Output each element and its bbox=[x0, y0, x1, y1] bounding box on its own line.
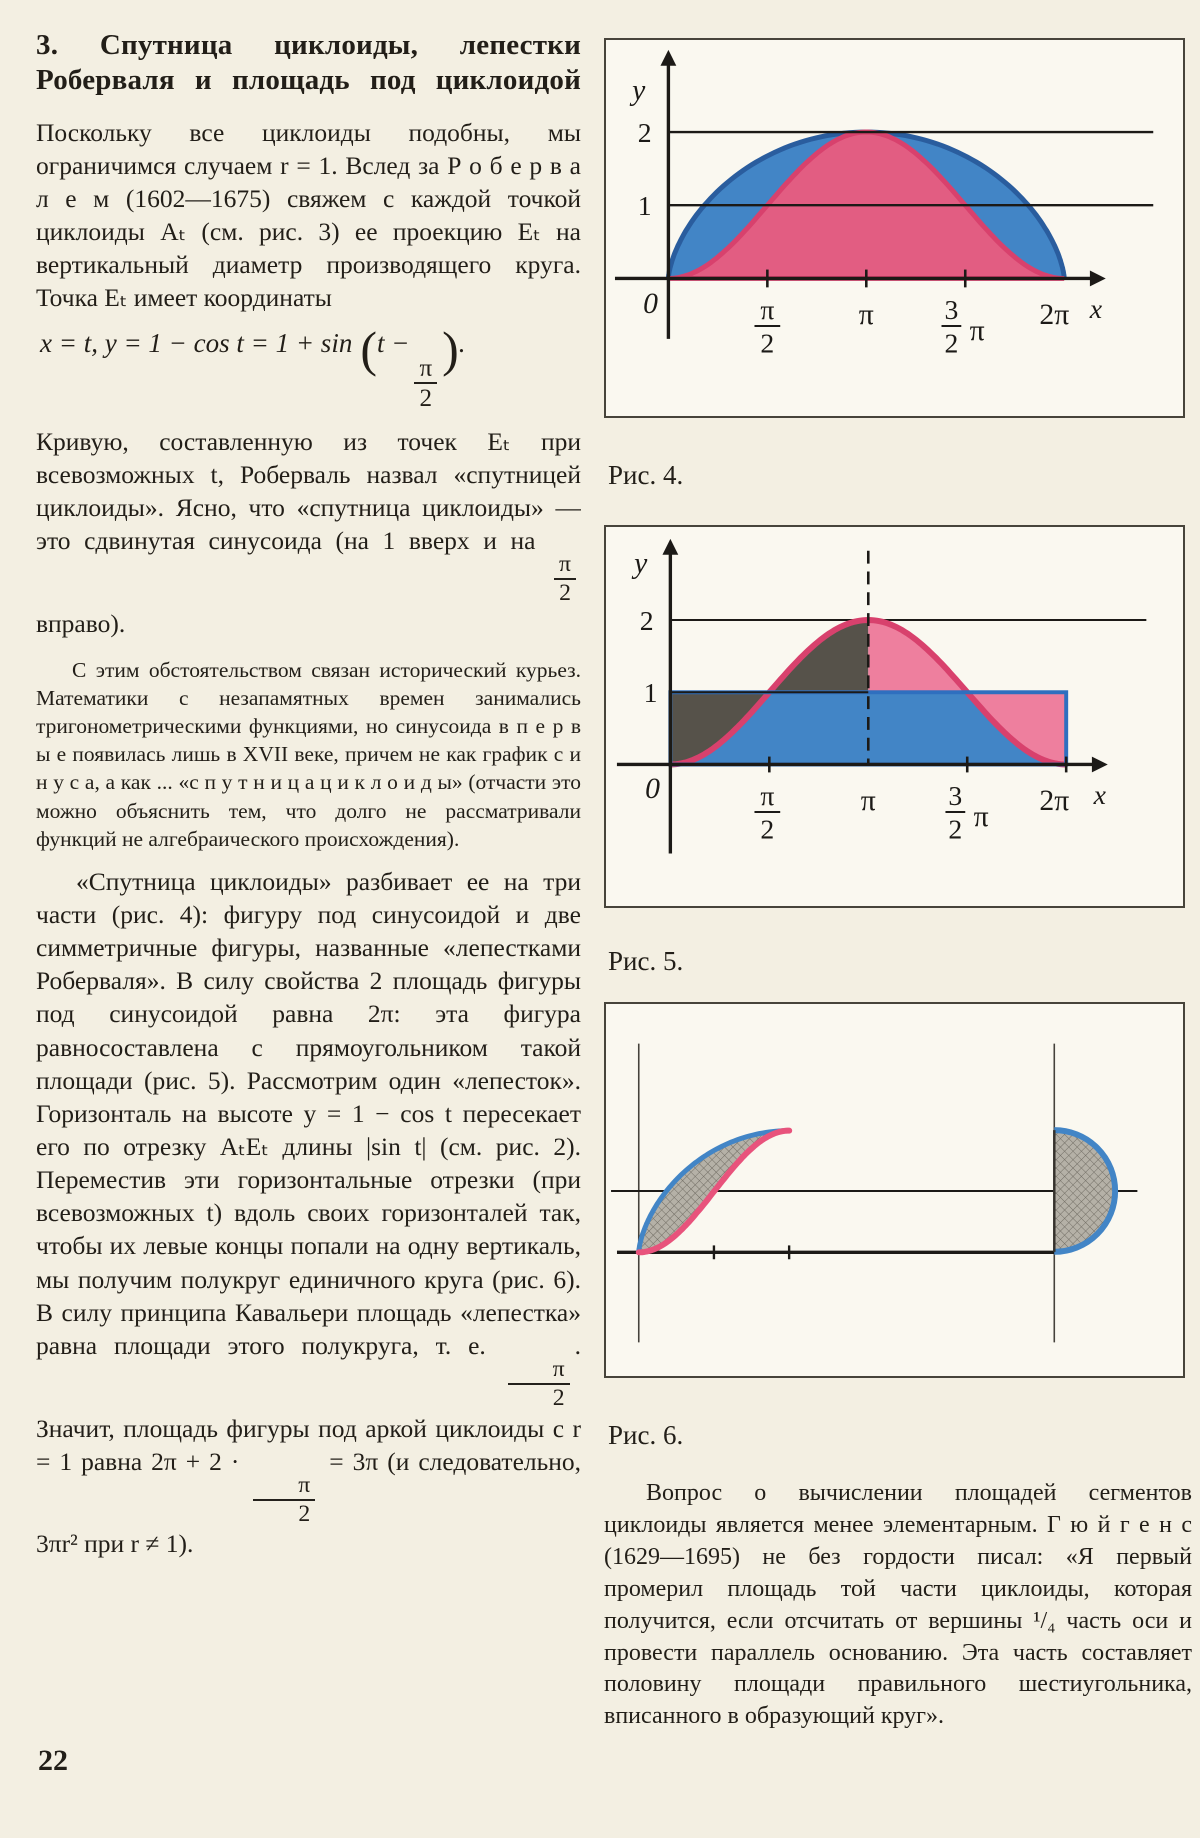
figure-4-plot bbox=[606, 40, 1183, 416]
paragraph-petal-argument: «Спутница циклоиды» разбивает ее на три части (рис. 4): фигуру под синусоидой и две симметричные фигуры, названные «лепестками Роберваля». В силу свойства 2 площадь фигуры под синусоидой равна 2π: эта фигура равносоставлена с прямоугольником такой площади (рис. 5). Рассмотрим один «лепесток». Горизонталь на высоте y = 1 − cos t пересекает его по отрезку AₜEₜ длины |sin t| (см. рис. 2). Переместив эти горизонтальные отрезки (при всевозможных t) вдоль своих горизонталей так, чтобы их левые концы попали на одну вертикаль, мы получим полукруг единичного круга (рис. 6). В силу принципа Кавальери площадь «лепестка» равна площади этого полукруга, т. е. $\frac{\pi}{2}$ . Значит, площадь фигуры под аркой циклоиды с r = 1 равна 2π + 2 · $\frac{\pi}{2}$ = 3π (и следовательно, 3πr² при r ≠ 1). bbox=[36, 866, 581, 1559]
section-title: 3. Спутница циклоиды, лепестки Роберваля и площадь под циклоидой bbox=[36, 29, 581, 96]
svg-text:x: x bbox=[1089, 293, 1103, 325]
inline-fraction-pi2: $\frac{\pi}{2}$ bbox=[554, 552, 576, 606]
figure-5-plot bbox=[606, 527, 1183, 906]
paragraph-huygens: Вопрос о вычислении площадей сегментов циклоиды является менее элементарным. Г ю й г е н с (1629—1695) не без гордости писал: «Я первый промерил площадь той части циклоиды, которая получится, если отсчитать от вершины ¹/₄ часть оси и провести параллель основанию. Эта часть составляет половину площади правильного шестиугольника, вписанного в образующий круг». bbox=[604, 1480, 1192, 1730]
svg-text:2: 2 bbox=[948, 813, 963, 845]
svg-text:2: 2 bbox=[639, 604, 654, 636]
figure-6-box bbox=[604, 1002, 1185, 1378]
svg-text:π: π bbox=[969, 314, 985, 347]
formula-inner: t − bbox=[376, 328, 410, 359]
svg-text:π: π bbox=[760, 780, 775, 812]
figure-5-caption: Рис. 5. bbox=[608, 946, 684, 976]
svg-text:0: 0 bbox=[643, 288, 659, 321]
svg-text:π: π bbox=[973, 800, 989, 833]
formula-lead: x = t, y = 1 − cos t = 1 + sin bbox=[40, 328, 353, 359]
svg-text:y: y bbox=[632, 74, 646, 107]
figure-5-box bbox=[604, 525, 1185, 908]
inline-fraction-pi2-b: $\frac{\pi}{2}$ bbox=[253, 1473, 315, 1527]
formula-fraction: $\frac{\pi}{2}$ bbox=[414, 355, 437, 412]
svg-text:2: 2 bbox=[760, 327, 775, 359]
svg-text:1: 1 bbox=[637, 190, 652, 222]
svg-text:2: 2 bbox=[944, 327, 959, 359]
figure-4-box bbox=[604, 38, 1185, 418]
formula-open-paren: ( bbox=[360, 321, 377, 378]
svg-text:2π: 2π bbox=[1039, 785, 1070, 818]
svg-text:2π: 2π bbox=[1039, 298, 1070, 331]
paragraph-intro: Поскольку все циклоиды подобны, мы ограничимся случаем r = 1. Вслед за Р о б е р в а л е м (1602—1675) свяжем с каждой точкой циклоиды Aₜ (см. рис. 3) ее проекцию Eₜ на вертикальный диаметр производящего круга. Точка Eₜ имеет координаты bbox=[36, 117, 581, 313]
svg-text:π: π bbox=[860, 785, 876, 818]
svg-text:3: 3 bbox=[944, 294, 959, 326]
svg-text:π: π bbox=[858, 298, 874, 331]
figure-6-caption: Рис. 6. bbox=[608, 1420, 684, 1450]
display-formula bbox=[40, 321, 581, 413]
formula-period: . bbox=[458, 328, 466, 359]
left-column bbox=[36, 28, 581, 1728]
figure-4-caption: Рис. 4. bbox=[608, 460, 684, 490]
page-number: 22 bbox=[38, 1744, 68, 1777]
paragraph-companion: Кривую, составленную из точек Eₜ при всевозможных t, Роберваль назвал «спутницей циклоиды». Ясно, что «спутница циклоиды» — это сдвинутая синусоида (на 1 вверх и на $\frac{\pi}{2}$ вправо). bbox=[36, 426, 581, 638]
formula-close-paren: ) bbox=[442, 321, 459, 378]
svg-text:0: 0 bbox=[645, 773, 660, 806]
svg-text:2: 2 bbox=[637, 116, 652, 148]
paragraph-historical-note: С этим обстоятельством связан исторический курьез. Математики с незапамятных времен занимались тригонометрическими функциями, но синусоида в п е р в ы е появилась лишь в XVII веке, причем не как график с и н у с а, а как ... «с п у т н и ц а ц и к л о и д ы» (отчасти это можно объяснить тем, что долго не рассматривали функций не алгебраического происхождения). bbox=[36, 657, 581, 851]
svg-text:π: π bbox=[760, 294, 775, 326]
svg-text:x: x bbox=[1093, 779, 1106, 811]
inline-fraction-pi2-a: $\frac{\pi}{2}$ bbox=[508, 1357, 570, 1411]
svg-text:2: 2 bbox=[760, 813, 775, 845]
svg-text:y: y bbox=[634, 547, 648, 580]
svg-text:1: 1 bbox=[643, 677, 658, 709]
figure-6-plot bbox=[606, 1004, 1183, 1376]
svg-text:3: 3 bbox=[948, 780, 963, 812]
